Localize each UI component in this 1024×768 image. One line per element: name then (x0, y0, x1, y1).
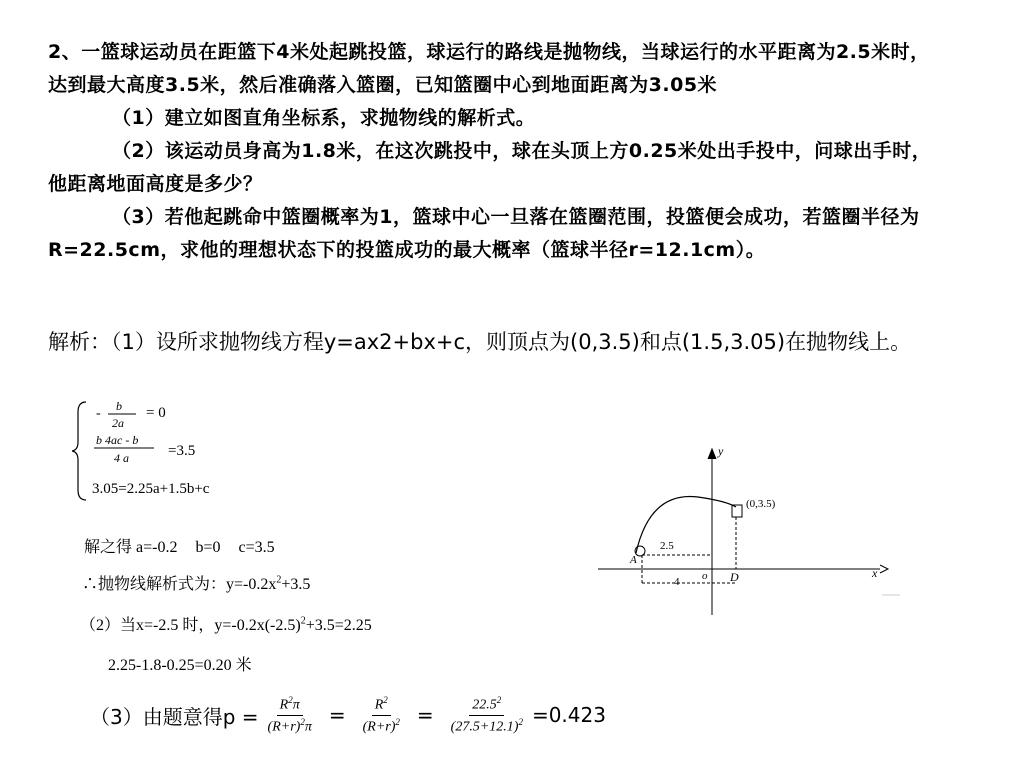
eq2-numerator: b 4ac - b (96, 433, 139, 447)
part3-probability: （3）由题意得p = $\frac{R^2\pi}{(R+r)^2\pi}$ = $\frac{R^2}{(R+r)^2}$ = $\frac{22.5^2}{(27.5+12.1)^2}$ =0.423 (90, 694, 606, 735)
distance-2-5: 2.5 (660, 540, 674, 552)
solution-values (84, 534, 275, 557)
part2-result: 2.25-1.8-0.25=0.20 米 (108, 657, 252, 674)
part2-calculation: （2）当x=-2.5 时，$y=-0.2x(-2.5)^2+3.5=2.25$ (80, 615, 372, 634)
question-3: （3）若他起跳命中篮圈概率为1，篮球中心一旦落在篮圈范围，投篮便会成功，若篮圈半径为R=22.5cm，求他的理想状态下的投篮成功的最大概率（篮球半径r=12.1cm）。 (48, 206, 920, 261)
vertex-label: (0,3.5) (746, 498, 776, 510)
eq1-rhs: = 0 (146, 405, 166, 421)
eq1-numerator: b (116, 399, 122, 413)
y-axis-label: y (718, 444, 724, 458)
x-axis-label: x (872, 566, 878, 580)
part3-label: （3）由题意得p = (90, 704, 259, 729)
eq3: 3.05=2.25a+1.5b+c (92, 481, 210, 497)
fraction-2: $\frac{R^2}{(R+r)^2}$ (362, 694, 400, 735)
y-axis-arrow (708, 449, 716, 459)
solve-label: 解之得 (84, 539, 133, 556)
coordinate-diagram (590, 435, 910, 620)
eq1-denominator: 2a (112, 416, 124, 430)
question-2: （2）该运动员身高为1.8米，在这次跳投中，球在头顶上方0.25米处出手投中，问球出手时，他距离地面高度是多少？ (48, 140, 932, 195)
value-a: a=-0.2 (136, 539, 178, 556)
fraction-1: $\frac{R^2\pi}{(R+r)^2\pi}$ (267, 694, 312, 735)
value-b: b=0 (195, 539, 221, 556)
equation-system (72, 398, 352, 504)
eq2-denominator: 4 a (114, 451, 129, 465)
analysis-text: 解析：（1）设所求抛物线方程y=ax2+bx+c，则顶点为(0,3.5)和点(1.5,3.05)在抛物线上。 (48, 330, 912, 354)
question-1: （1）建立如图直角坐标系，求抛物线的解析式。 (112, 107, 536, 129)
origin-label: o (702, 570, 708, 582)
problem-statement (48, 36, 948, 267)
distance-4: 4 (674, 576, 680, 588)
left-brace (72, 402, 86, 500)
eq2-rhs: =3.5 (168, 443, 196, 459)
parabola-conclusion: ∴抛物线解析式为：$y=-0.2x^2+3.5$ (82, 574, 311, 593)
eq1-prefix: - (96, 406, 101, 421)
x-axis-arrow (880, 565, 888, 573)
part3-result: =0.423 (531, 703, 606, 727)
problem-intro: 2、一篮球运动员在距篮下4米处起跳投篮，球运行的路线是抛物线，当球运行的水平距离为2.5米时，达到最大高度3.5米，然后准确落入篮圈，已知篮圈中心到地面距离为3.05米 (48, 41, 930, 96)
point-d-label: D (730, 570, 739, 584)
fraction-3: $\frac{22.5^2}{(27.5+12.1)^2}$ (450, 694, 523, 735)
parabola-curve (636, 496, 736, 553)
value-c: c=3.5 (238, 539, 275, 556)
hoop-box (732, 505, 742, 517)
point-a-label: A (630, 554, 637, 566)
